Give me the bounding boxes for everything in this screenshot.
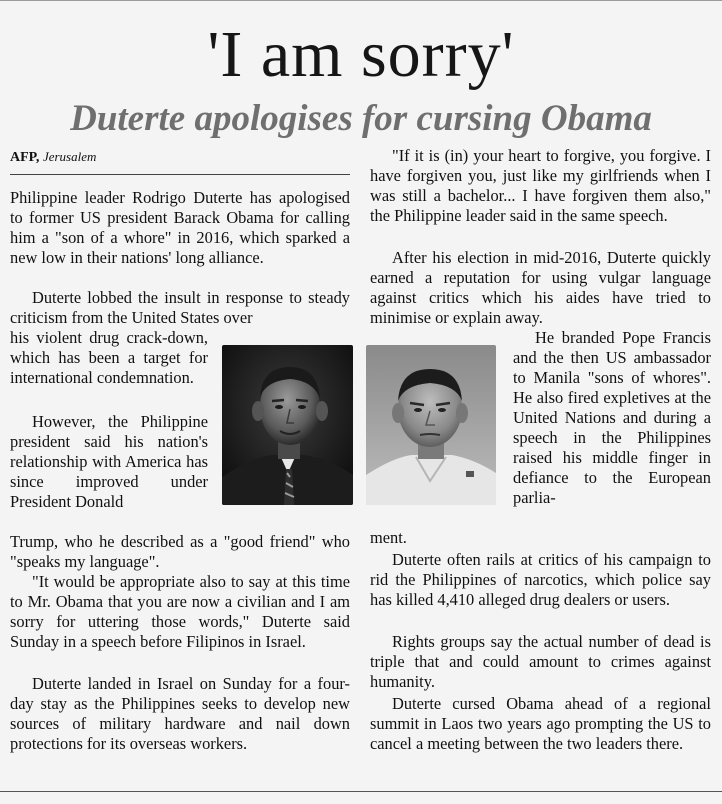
left-paragraph-1: Philippine leader Rodrigo Duterte has apologised to former US president Barack Obama for calling him a "son of a whore" in 2016, which sparked a new low in their nations' long alliance. [10,188,350,267]
headline: 'I am sorry' [207,18,515,91]
left-paragraph-5: Duterte landed in Israel on Sunday for a four-day stay as the Philippines seeks to develop new sources of military hardware and nail down protections for its overseas workers. [10,674,350,753]
right-paragraph-3b: ment. [370,528,407,547]
right-paragraph-4: Duterte often rails at critics of his campaign to rid the Philippines of narcotics, which police say has killed 4,410 alleged drug dealers or users. [370,550,711,609]
byline-divider [10,174,350,175]
bottom-border [0,791,722,792]
right-paragraph-6: Duterte cursed Obama ahead of a regional summit in Laos two years ago prompting the US to cancel a meeting between the two leaders there. [370,694,711,753]
left-paragraph-3b: Trump, who he described as a "good friend" who "speaks my language". [10,532,350,571]
left-paragraph-2b: his violent drug crack-down, which has been a target for international condemnation. [10,328,208,387]
left-paragraph-4: "It would be appropriate also to say at this time to Mr. Obama that you are now a civilian and I am sorry for uttering those words," Duterte said Sunday in a speech before Filipinos in Israel. [10,572,350,651]
subheadline: Duterte apologises for cursing Obama [70,98,652,139]
left-paragraph-2a: Duterte lobbed the insult in response to steady criticism from the United States over [10,288,350,327]
right-paragraph-1: "If it is (in) your heart to forgive, you forgive. I have forgiven you, just like my girlfriends when I was still a bachelor... I have forgiven them also," the Philippine leader said in the same speech. [370,146,711,225]
right-paragraph-5: Rights groups say the actual number of dead is triple that and could amount to crimes against humanity. [370,632,711,691]
obama-photo [222,345,353,505]
byline-agency: AFP, [10,150,40,165]
byline-place: Jerusalem [42,149,97,164]
left-paragraph-3a: However, the Philippine president said his nation's relationship with America has since improved under President Donald [10,412,208,511]
right-paragraph-2: After his election in mid-2016, Duterte quickly earned a reputation for using vulgar language against critics which his aides have tried to minimise or explain away. [370,248,711,327]
duterte-photo [366,345,496,505]
obama-portrait-image [222,345,353,505]
byline [10,148,96,167]
right-paragraph-3a: He branded Pope Francis and the then US ambassador to Manila "sons of whores". He also fired expletives at the United Nations and during a speech in the Philippines raised his middle finger in defiance to the European parlia- [513,328,711,507]
duterte-portrait-image [366,345,496,505]
